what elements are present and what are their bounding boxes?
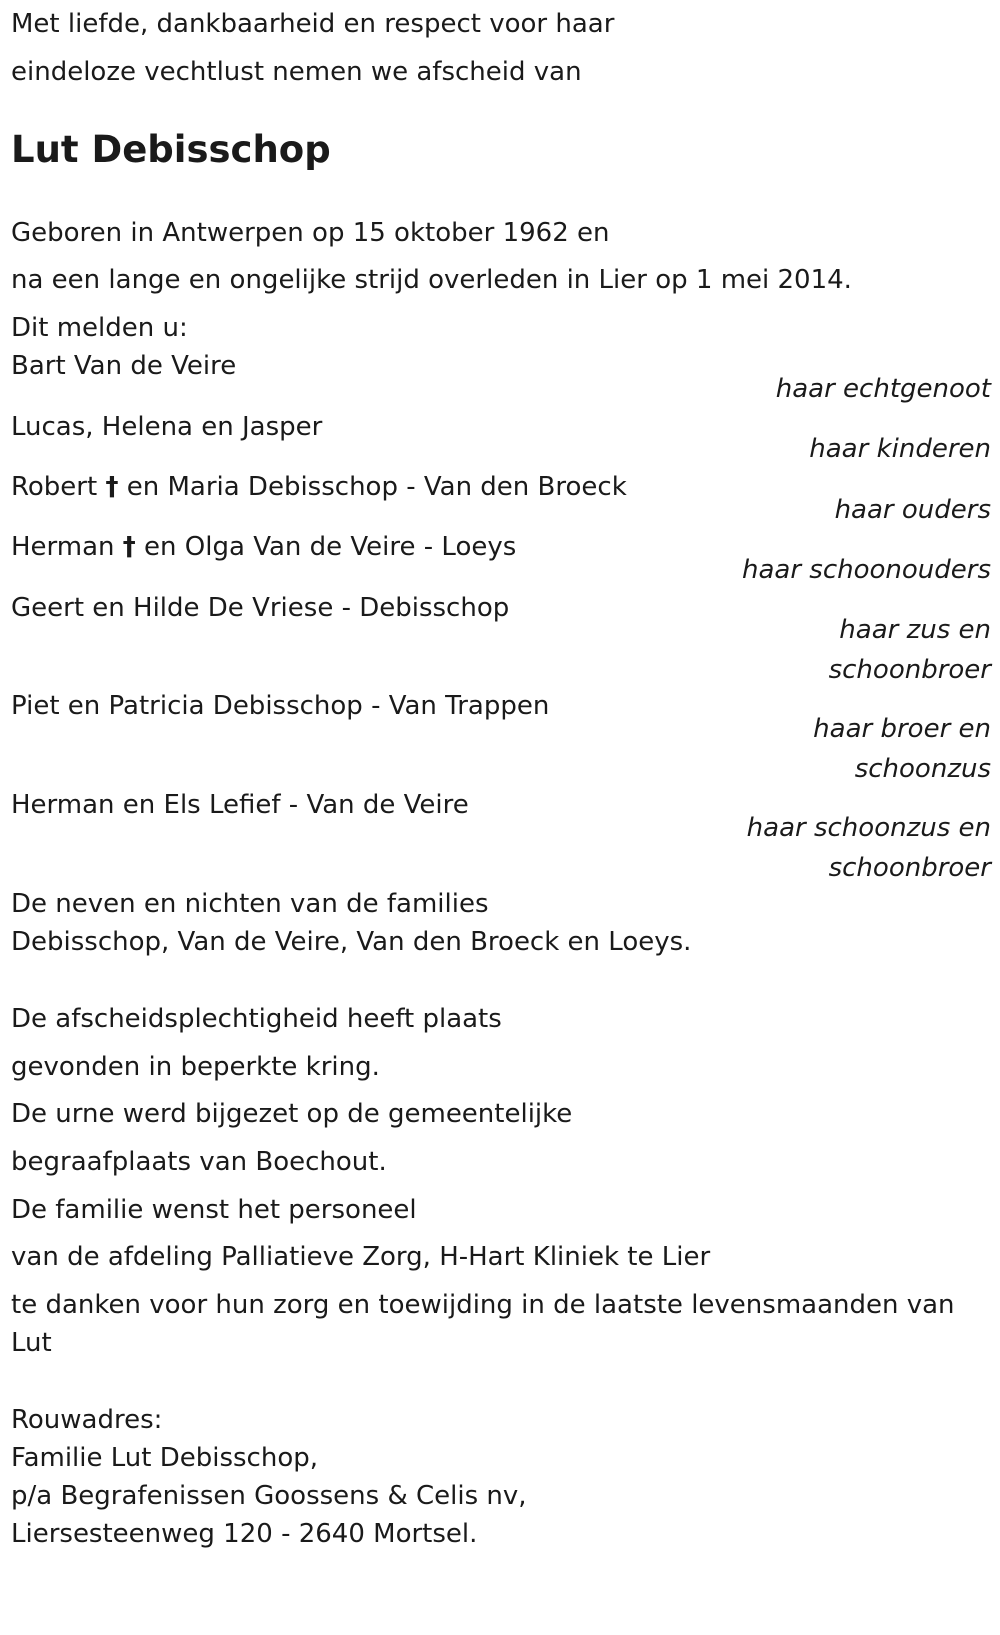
ceremony-line: De afscheidsplechtigheid heeft plaats xyxy=(11,1004,502,1034)
mourner-name-part: en Olga Van de Veire - Loeys xyxy=(135,532,517,562)
intro-line-1: Met liefde, dankbaarheid en respect voor haar xyxy=(11,9,615,39)
mourner-name xyxy=(11,467,627,507)
announce-label: Dit melden u: xyxy=(11,313,188,343)
mourner-name: Geert en Hilde De Vriese - Debisschop xyxy=(11,593,510,623)
deceased-name: Lut Debisschop xyxy=(11,128,331,171)
mourner-name: Lucas, Helena en Jasper xyxy=(11,412,323,442)
address-line: p/a Begrafenissen Goossens & Celis nv, xyxy=(11,1481,527,1511)
families-line-1: De neven en nichten van de families xyxy=(11,889,489,919)
ceremony-line: te danken voor hun zorg en toewijding in de laatste levensmaanden van xyxy=(11,1290,955,1320)
mourner-relation: haar schoonzus en schoonbroer xyxy=(746,813,991,883)
death-line: na een lange en ongelijke strijd overleden in Lier op 1 mei 2014. xyxy=(11,265,852,295)
address-label: Rouwadres: xyxy=(11,1405,163,1435)
cross-icon: † xyxy=(105,472,119,502)
ceremony-line: De familie wenst het personeel xyxy=(11,1195,417,1225)
mourner-name-part: en Maria Debisschop - Van den Broeck xyxy=(118,472,627,502)
mourner-relation: haar zus en schoonbroer xyxy=(828,615,991,685)
address-line: Liersesteenweg 120 - 2640 Mortsel. xyxy=(11,1519,478,1549)
mourner-relation: haar kinderen xyxy=(809,434,991,464)
ceremony-line: Lut xyxy=(11,1328,52,1358)
mourner-name xyxy=(11,527,516,567)
families-line-2: Debisschop, Van de Veire, Van den Broeck en Loeys. xyxy=(11,927,692,957)
ceremony-line: van de afdeling Palliatieve Zorg, H-Hart Kliniek te Lier xyxy=(11,1242,711,1272)
birth-line: Geboren in Antwerpen op 15 oktober 1962 en xyxy=(11,218,610,248)
cross-icon: † xyxy=(122,532,136,562)
mourner-relation: haar schoonouders xyxy=(741,555,991,585)
ceremony-line: begraafplaats van Boechout. xyxy=(11,1147,387,1177)
intro-line-2: eindeloze vechtlust nemen we afscheid van xyxy=(11,57,582,87)
mourner-relation: haar echtgenoot xyxy=(775,374,991,404)
mourner-relation: haar ouders xyxy=(834,495,991,525)
mourner-name: Herman en Els Lefief - Van de Veire xyxy=(11,790,469,820)
mourner-name: Bart Van de Veire xyxy=(11,351,237,381)
mourner-name-part: Herman xyxy=(11,532,123,562)
address-line: Familie Lut Debisschop, xyxy=(11,1443,319,1473)
mourner-name-part: Robert xyxy=(11,472,106,502)
ceremony-line: De urne werd bijgezet op de gemeentelijke xyxy=(11,1099,573,1129)
mourner-name: Piet en Patricia Debisschop - Van Trappen xyxy=(11,691,550,721)
mourner-relation: haar broer en schoonzus xyxy=(813,714,991,784)
ceremony-line: gevonden in beperkte kring. xyxy=(11,1052,380,1082)
